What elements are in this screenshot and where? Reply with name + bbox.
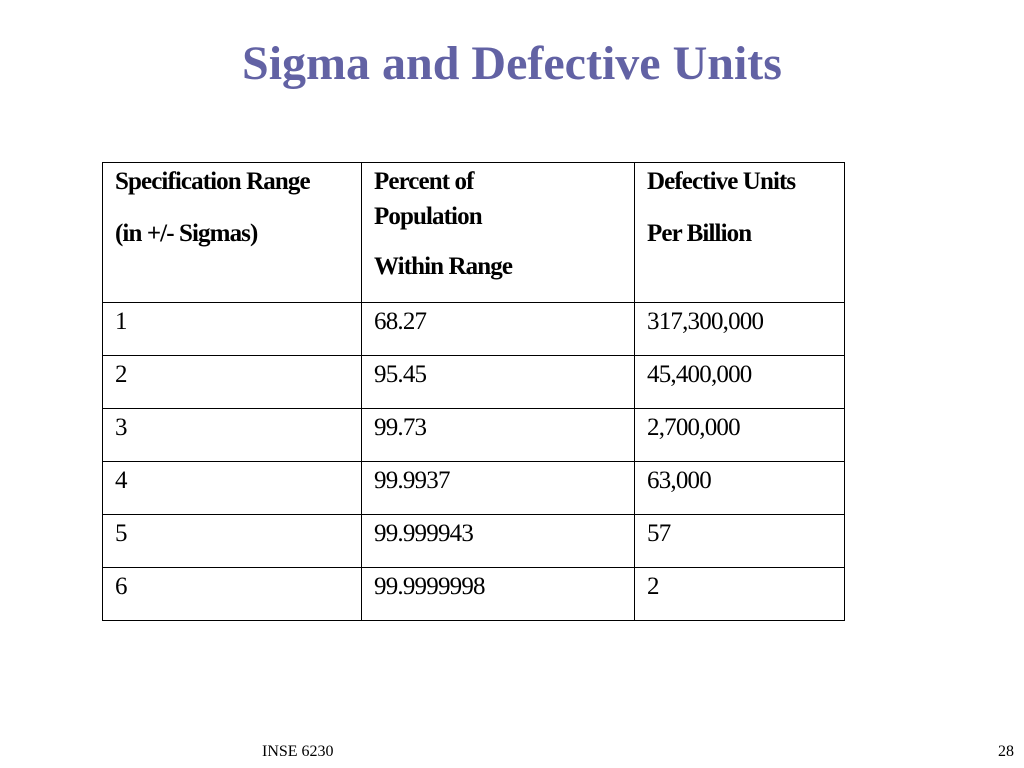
table-row	[103, 462, 845, 515]
cell-defects: 2,700,000	[635, 409, 845, 462]
header-line: Population	[374, 203, 482, 230]
cell-percent: 99.73	[362, 409, 635, 462]
cell-percent: 68.27	[362, 303, 635, 356]
header-line: Per Billion	[647, 220, 752, 247]
cell-percent: 99.9999998	[362, 568, 635, 621]
header-line: Percent of	[374, 168, 474, 195]
table-row	[103, 303, 845, 356]
header-defective-units	[635, 163, 845, 303]
cell-sigma: 6	[103, 568, 362, 621]
cell-sigma: 1	[103, 303, 362, 356]
table-row	[103, 515, 845, 568]
header-line: Specification Range	[115, 168, 310, 195]
header-line: (in +/- Sigmas)	[115, 220, 258, 247]
footer-course-code: INSE 6230	[262, 743, 334, 760]
header-line: Defective Units	[647, 168, 796, 195]
cell-sigma: 4	[103, 462, 362, 515]
footer-page-number: 28	[998, 743, 1014, 760]
cell-sigma: 5	[103, 515, 362, 568]
cell-defects: 63,000	[635, 462, 845, 515]
table-header-row	[103, 163, 845, 303]
cell-sigma: 3	[103, 409, 362, 462]
header-line: Within Range	[374, 253, 513, 280]
cell-defects: 317,300,000	[635, 303, 845, 356]
cell-percent: 99.999943	[362, 515, 635, 568]
slide-title: Sigma and Defective Units	[242, 37, 782, 90]
cell-defects: 57	[635, 515, 845, 568]
sigma-defects-table	[102, 162, 845, 621]
table-row	[103, 568, 845, 621]
cell-sigma: 2	[103, 356, 362, 409]
table-row	[103, 356, 845, 409]
cell-defects: 2	[635, 568, 845, 621]
cell-percent: 95.45	[362, 356, 635, 409]
cell-percent: 99.9937	[362, 462, 635, 515]
table-row	[103, 409, 845, 462]
cell-defects: 45,400,000	[635, 356, 845, 409]
header-percent-population	[362, 163, 635, 303]
header-specification-range	[103, 163, 362, 303]
